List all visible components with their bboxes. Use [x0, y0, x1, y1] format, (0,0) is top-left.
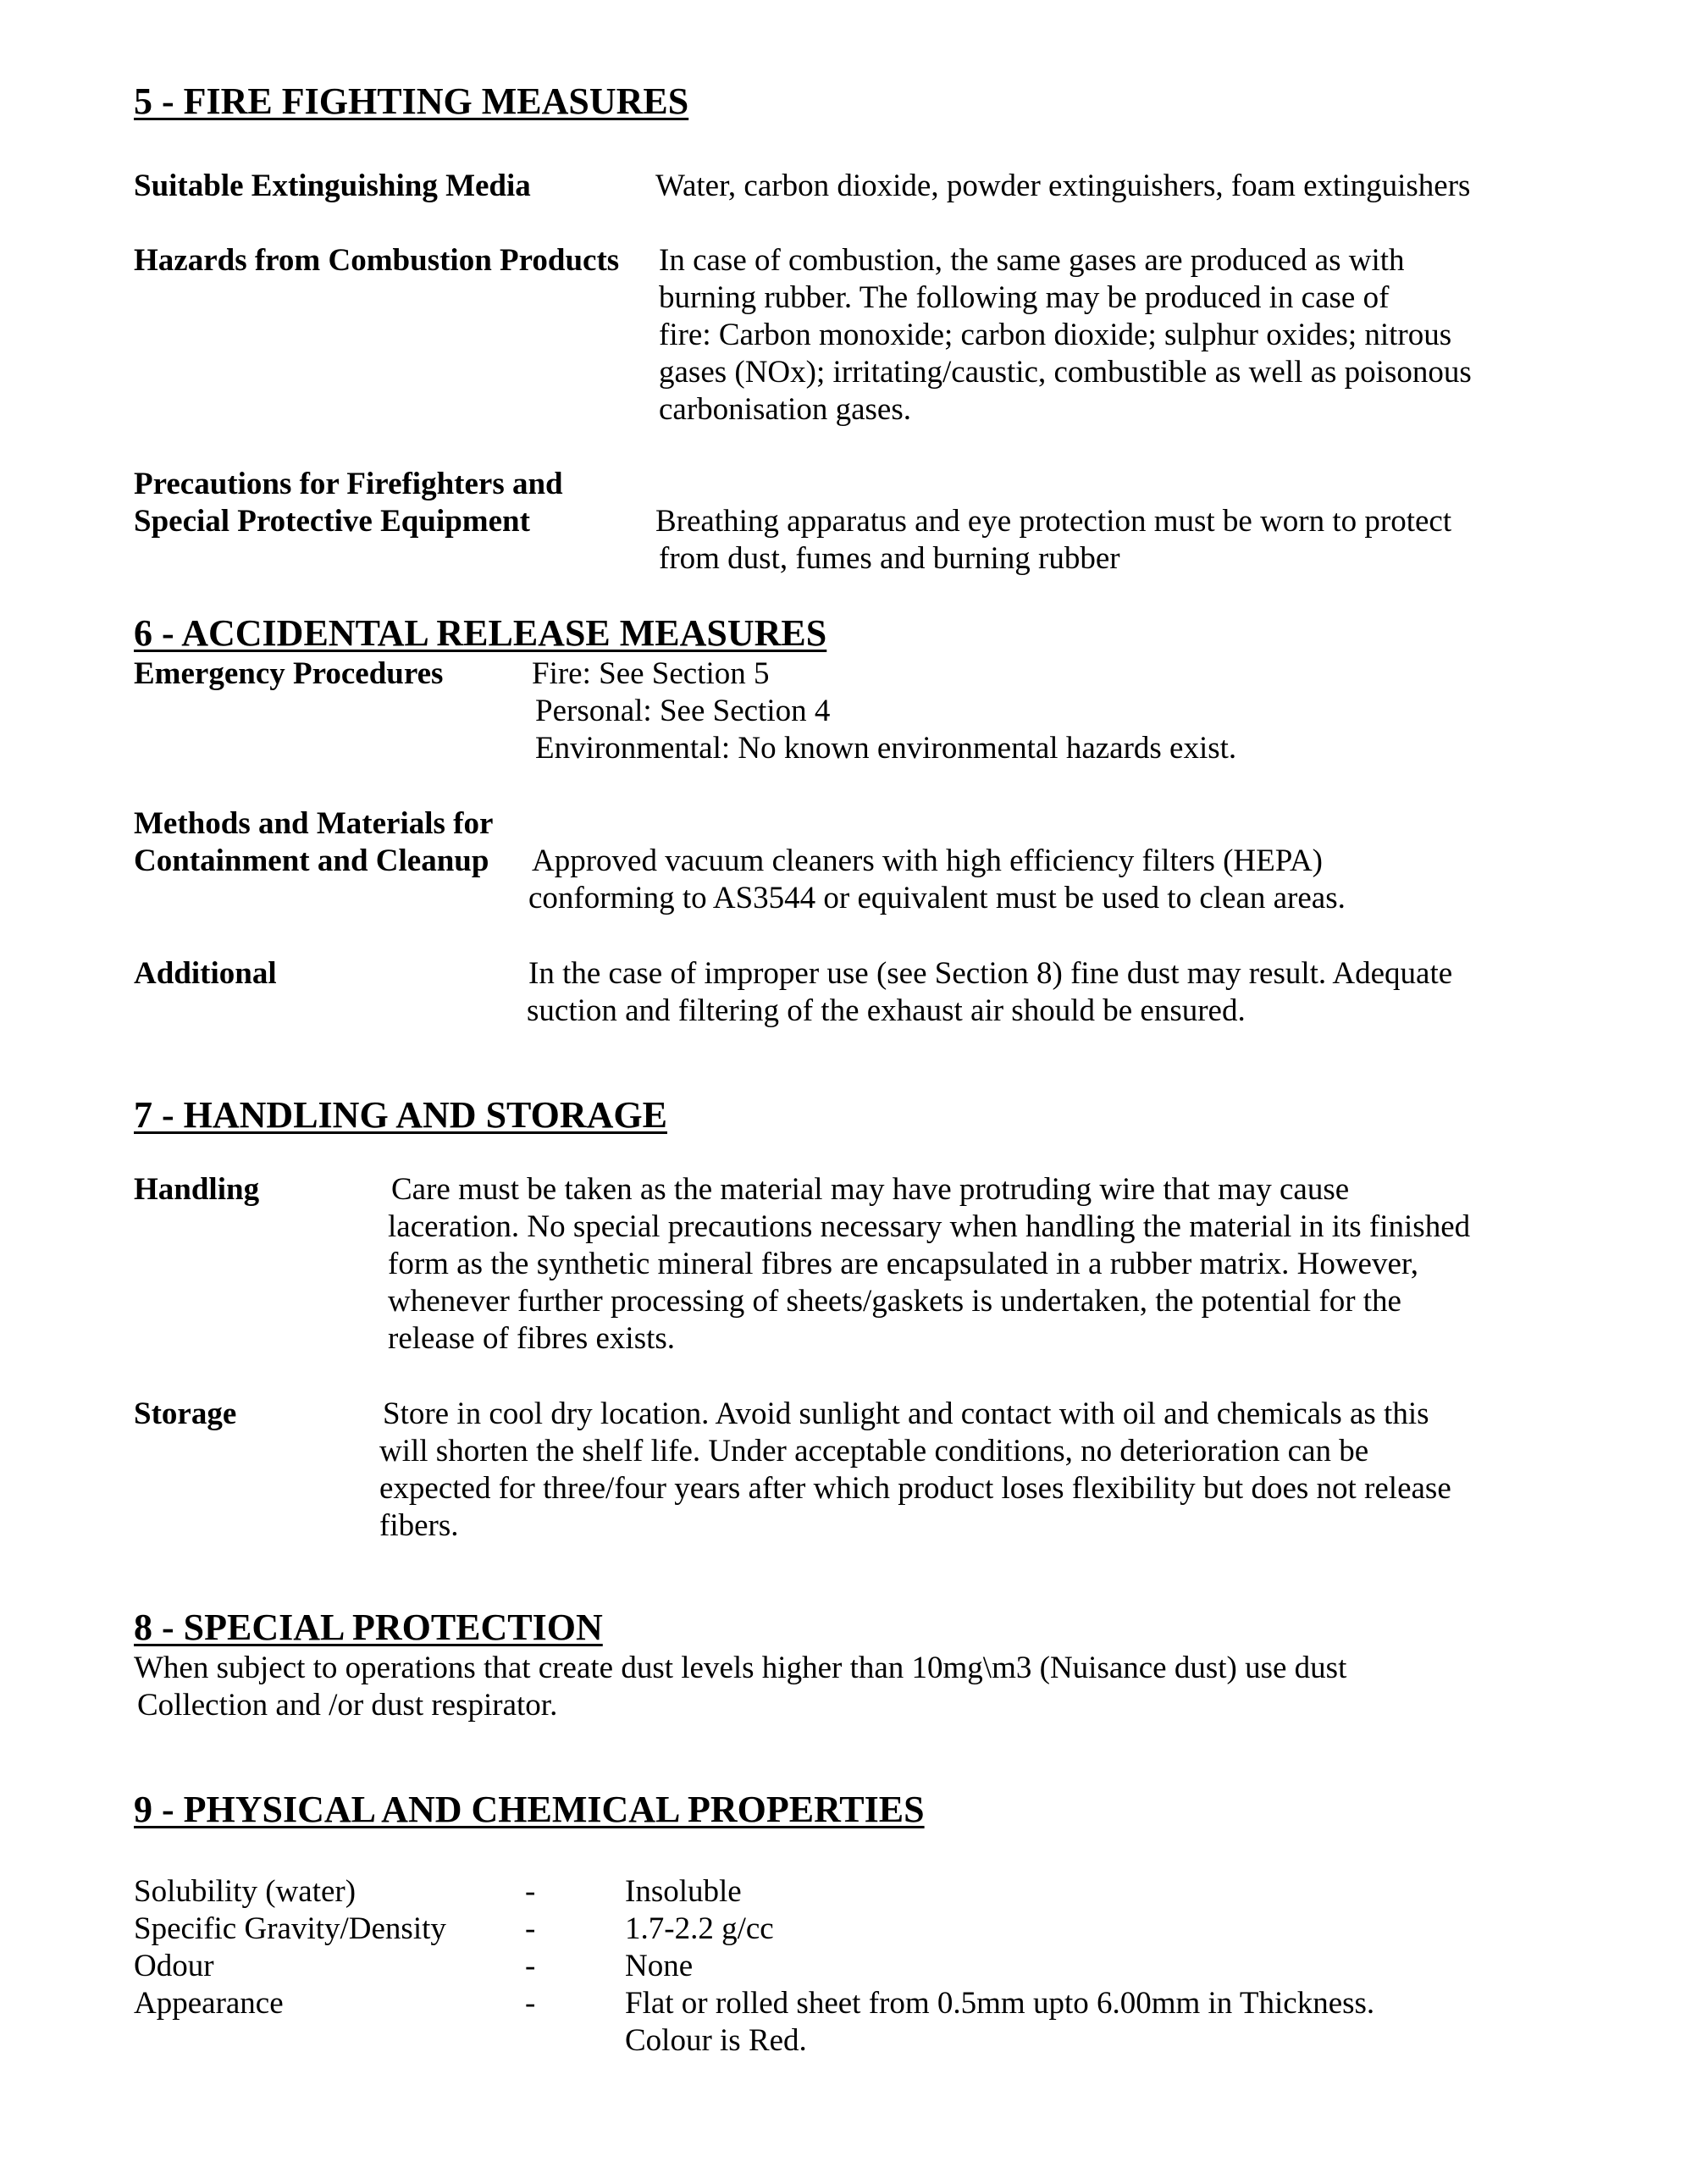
paragraph-line: Store in cool dry location. Avoid sunlight and contact with oil and chemicals as this — [383, 1396, 1429, 1431]
storage-label: Storage — [134, 1396, 237, 1431]
property-dash: - — [525, 1911, 536, 1946]
paragraph-line: Breathing apparatus and eye protection must be worn to protect — [655, 504, 1452, 539]
paragraph-line: burning rubber. The following may be produced in case of — [659, 280, 1390, 315]
property-name: Specific Gravity/Density — [134, 1911, 446, 1946]
paragraph-line: When subject to operations that create dust levels higher than 10mg\m3 (Nuisance dust) use dust — [134, 1651, 1347, 1685]
paragraph-line: from dust, fumes and burning rubber — [659, 541, 1120, 576]
paragraph-line: will shorten the shelf life. Under acceptable conditions, no deterioration can be — [379, 1434, 1369, 1468]
paragraph-line: expected for three/four years after which product loses flexibility but does not release — [379, 1471, 1451, 1506]
property-name: Appearance — [134, 1986, 284, 2021]
extinguishing-media-label: Suitable Extinguishing Media — [134, 169, 531, 203]
precautions-label-line1: Precautions for Firefighters and — [134, 467, 563, 501]
paragraph-line: In case of combustion, the same gases are produced as with — [659, 243, 1405, 278]
property-name: Solubility (water) — [134, 1874, 357, 1909]
property-value: 1.7-2.2 g/cc — [625, 1911, 774, 1946]
combustion-hazards-text — [659, 242, 1472, 429]
property-value: Insoluble — [625, 1874, 742, 1909]
paragraph-line: suction and filtering of the exhaust air should be ensured. — [527, 993, 1246, 1028]
methods-label-line1: Methods and Materials for — [134, 806, 494, 841]
additional-text — [527, 955, 1452, 1030]
paragraph-line: conforming to AS3544 or equivalent must be used to clean areas. — [528, 881, 1346, 915]
extinguishing-media-value: Water, carbon dioxide, powder extinguishers, foam extinguishers — [655, 169, 1471, 203]
property-dash: - — [525, 1986, 536, 2021]
property-name: Odour — [134, 1949, 214, 1983]
methods-text — [528, 843, 1346, 917]
paragraph-line: Collection and /or dust respirator. — [137, 1688, 558, 1723]
emergency-procedures-label: Emergency Procedures — [134, 656, 444, 691]
paragraph-line: fire: Carbon monoxide; carbon dioxide; sulphur oxides; nitrous — [659, 318, 1452, 352]
property-dash: - — [525, 1949, 536, 1983]
property-dash: - — [525, 1874, 536, 1909]
paragraph-line: Approved vacuum cleaners with high efficiency filters (HEPA) — [532, 843, 1323, 878]
precautions-text — [655, 503, 1451, 578]
handling-text — [388, 1171, 1470, 1358]
paragraph-line: Fire: See Section 5 — [532, 656, 770, 691]
section-8-heading: 8 - SPECIAL PROTECTION — [134, 1607, 603, 1648]
paragraph-line: form as the synthetic mineral fibres are encapsulated in a rubber matrix. However, — [388, 1247, 1418, 1281]
precautions-label-line2: Special Protective Equipment — [134, 504, 530, 539]
emergency-procedures-text — [532, 655, 1236, 767]
paragraph-line: whenever further processing of sheets/gaskets is undertaken, the potential for the — [388, 1284, 1401, 1319]
section-5-heading: 5 - FIRE FIGHTING MEASURES — [134, 80, 689, 122]
paragraph-line: gases (NOx); irritating/caustic, combustible as well as poisonous — [659, 355, 1472, 390]
paragraph-line: Environmental: No known environmental hazards exist. — [535, 731, 1237, 766]
section-6-heading: 6 - ACCIDENTAL RELEASE MEASURES — [134, 612, 827, 654]
additional-label: Additional — [134, 956, 277, 991]
property-value: None — [625, 1949, 694, 1983]
section-9-heading: 9 - PHYSICAL AND CHEMICAL PROPERTIES — [134, 1789, 925, 1830]
paragraph-line: release of fibres exists. — [388, 1321, 676, 1356]
methods-label-line2: Containment and Cleanup — [134, 843, 489, 878]
combustion-hazards-label: Hazards from Combustion Products — [134, 243, 620, 278]
paragraph-line: In the case of improper use (see Section 8) fine dust may result. Adequate — [528, 956, 1453, 991]
property-value: Flat or rolled sheet from 0.5mm upto 6.00mm in Thickness. — [625, 1986, 1375, 2021]
handling-label: Handling — [134, 1172, 260, 1207]
paragraph-line: fibers. — [379, 1508, 459, 1543]
property-value-continuation: Colour is Red. — [625, 2023, 807, 2058]
storage-text — [379, 1396, 1451, 1545]
special-protection-text — [134, 1650, 1346, 1724]
paragraph-line: Care must be taken as the material may have protruding wire that may cause — [391, 1172, 1350, 1207]
section-7-heading: 7 - HANDLING AND STORAGE — [134, 1094, 667, 1136]
paragraph-line: Personal: See Section 4 — [535, 694, 831, 728]
paragraph-line: carbonisation gases. — [659, 392, 911, 427]
paragraph-line: laceration. No special precautions necessary when handling the material in its finished — [388, 1209, 1471, 1244]
